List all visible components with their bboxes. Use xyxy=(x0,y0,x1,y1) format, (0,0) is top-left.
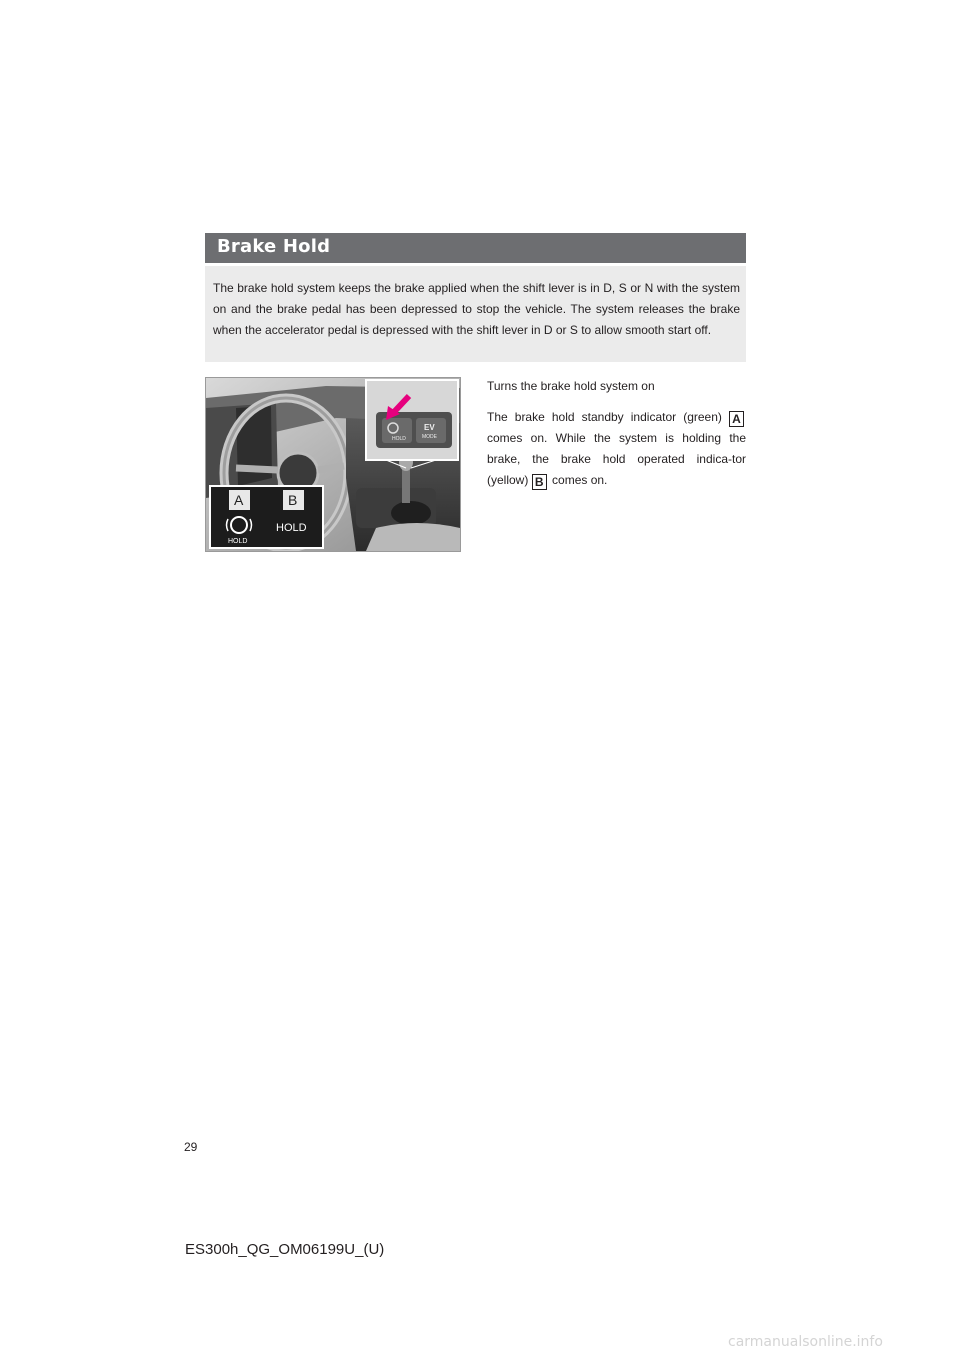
section-title: Brake Hold xyxy=(217,236,331,257)
tag-b: B xyxy=(532,474,547,490)
callout-a: A xyxy=(234,492,244,508)
switch-closeup-inset xyxy=(366,380,458,460)
step-text: Turns the brake hold system on xyxy=(487,379,655,393)
intro-box xyxy=(205,266,746,362)
tag-a: A xyxy=(729,411,744,427)
description-text-3: comes on. xyxy=(552,473,608,487)
indicator-a-text: HOLD xyxy=(228,538,248,545)
switch-hold-label: HOLD xyxy=(392,436,406,442)
indicator-b-text: HOLD xyxy=(276,522,307,534)
callout-b: B xyxy=(288,492,298,508)
dashboard-photo xyxy=(205,377,461,552)
description-text-2: comes on. While the system is holding the brake, the brake hold operated indica-tor (yellow) xyxy=(487,431,746,487)
footer-code: ES300h_QG_OM06199U_(U) xyxy=(185,1241,385,1258)
switch-mode-label: MODE xyxy=(422,434,437,440)
page-number: 29 xyxy=(184,1140,198,1154)
watermark: carmanualsonline.info xyxy=(728,1334,883,1350)
dashboard-illustration xyxy=(206,378,460,551)
description-text-1: The brake hold standby indicator (green) xyxy=(487,410,722,424)
intro-text: The brake hold system keeps the brake applied when the shift lever is in D, S or N with the system on and the brake pedal has been depressed to stop the vehicle. The system releases the brake when the accelerator pedal is depressed with the shift lever in D or S to allow smooth start off. xyxy=(213,281,740,337)
switch-ev-label: EV xyxy=(424,423,435,432)
section-header-bar xyxy=(205,233,746,263)
indicator-inset xyxy=(210,486,323,548)
description-column xyxy=(487,377,746,491)
description-paragraph xyxy=(487,407,746,491)
